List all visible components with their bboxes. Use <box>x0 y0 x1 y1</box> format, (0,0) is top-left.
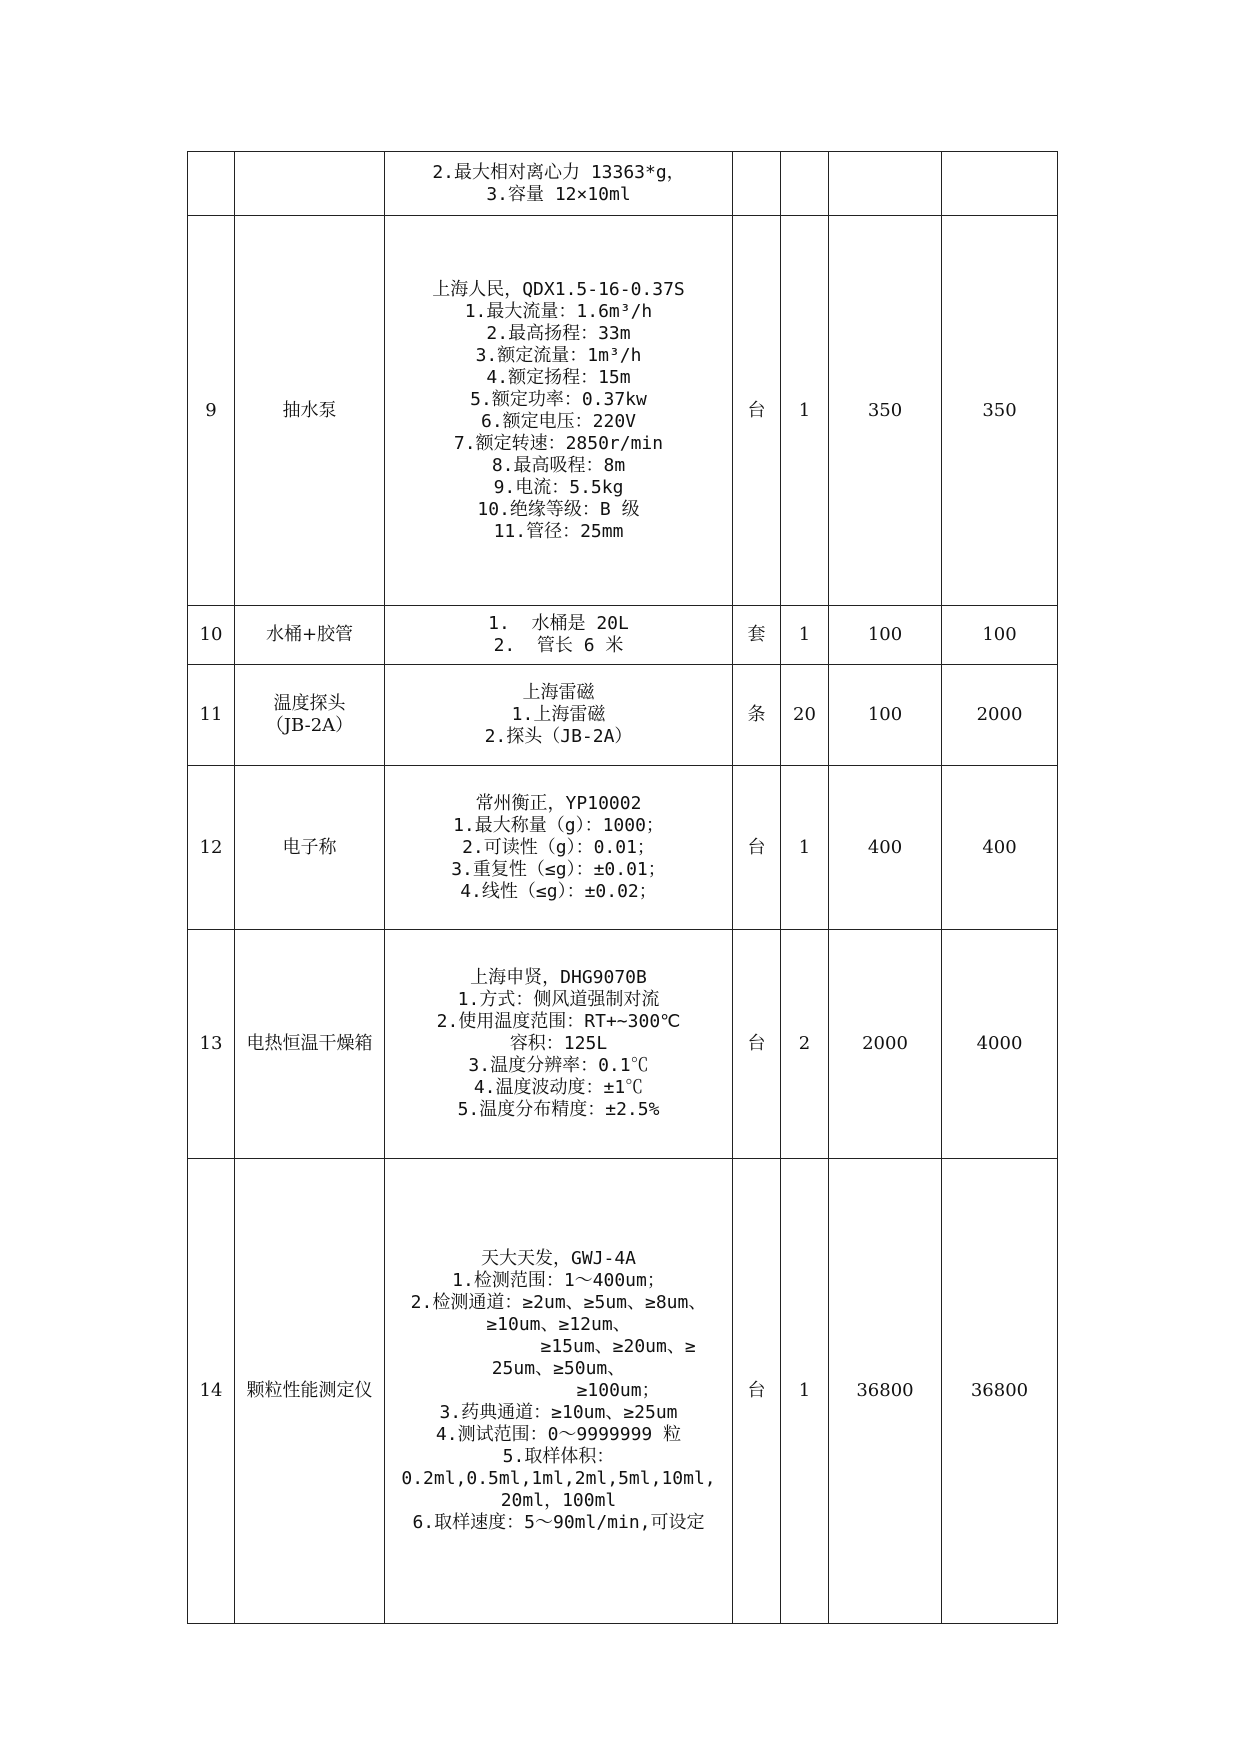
item-name <box>235 665 385 766</box>
spec-line: 3.药典通道：≥10um、≥25um <box>439 1402 678 1423</box>
spec-line: 5.额定功率：0.37kw <box>470 388 647 410</box>
spec-line: 1.方式：侧风道强制对流 <box>457 989 660 1010</box>
item-spec <box>385 152 733 216</box>
row-number: 14 <box>188 1159 235 1624</box>
row-number: 11 <box>188 665 235 766</box>
spec-line: 0.2ml,0.5ml,1ml,2ml,5ml,10ml, <box>401 1468 716 1489</box>
item-name <box>235 606 385 665</box>
table-row <box>188 152 1058 216</box>
row-number: 9 <box>188 216 235 606</box>
unit: 台 <box>733 216 781 606</box>
spec-line: 2.使用温度范围：RT+~300℃ <box>436 1011 681 1032</box>
row-number <box>188 152 235 216</box>
item-name <box>235 930 385 1159</box>
spec-line: 2.最高扬程：33m <box>486 322 631 344</box>
spec-line: 3.容量 12×10ml <box>486 183 631 205</box>
spec-line: 上海申贤，DHG9070B <box>470 967 647 988</box>
spec-line: 3.重复性（≤g）：±0.01； <box>451 858 666 880</box>
item-name <box>235 1159 385 1624</box>
row-number: 12 <box>188 766 235 930</box>
item-name-line: 电子称 <box>282 836 337 858</box>
spec-line: 3.温度分辨率：0.1℃ <box>468 1055 649 1076</box>
spec-line: 容积：125L <box>509 1033 608 1054</box>
total-price: 2000 <box>942 665 1058 766</box>
item-spec <box>385 1159 733 1624</box>
table-body <box>188 152 1058 1624</box>
spec-line: 常州衡正，YP10002 <box>475 792 642 814</box>
spec-line: 6.取样速度：5～90ml/min,可设定 <box>412 1512 705 1533</box>
spec-line: 7.额定转速：2850r/min <box>453 432 664 454</box>
item-name-line: 抽水泵 <box>282 399 337 421</box>
quantity: 1 <box>781 606 829 665</box>
unit-price: 100 <box>829 606 942 665</box>
row-number: 10 <box>188 606 235 665</box>
item-name-line: 电热恒温干燥箱 <box>246 1033 373 1054</box>
total-price: 4000 <box>942 930 1058 1159</box>
spec-line: 上海人民，QDX1.5-16-0.37S <box>432 278 685 300</box>
unit-price: 350 <box>829 216 942 606</box>
unit-price: 100 <box>829 665 942 766</box>
total-price: 100 <box>942 606 1058 665</box>
table-row <box>188 216 1058 606</box>
unit-price: 2000 <box>829 930 942 1159</box>
spec-line: 天大天发，GWJ-4A <box>480 1248 637 1269</box>
quantity <box>781 152 829 216</box>
spec-line: 2. 管长 6 米 <box>493 635 624 656</box>
table-row <box>188 930 1058 1159</box>
unit <box>733 152 781 216</box>
table-row <box>188 766 1058 930</box>
unit-price: 400 <box>829 766 942 930</box>
row-number: 13 <box>188 930 235 1159</box>
unit-price <box>829 152 942 216</box>
unit: 套 <box>733 606 781 665</box>
spec-line: 5.取样体积： <box>502 1446 615 1467</box>
spec-line: 25um、≥50um、 <box>491 1358 626 1379</box>
spec-line: 4.线性（≤g）：±0.02； <box>460 880 657 902</box>
spec-line: 4.测试范围：0～9999999 粒 <box>435 1424 682 1445</box>
item-name <box>235 152 385 216</box>
spec-line: 上海雷磁 <box>522 682 595 703</box>
quantity: 2 <box>781 930 829 1159</box>
spec-line: ≥100um； <box>457 1380 660 1401</box>
spec-line: 1. 水桶是 20L <box>488 613 629 634</box>
item-name-line: 水桶+胶管 <box>265 624 354 645</box>
spec-line: 8.最高吸程：8m <box>491 454 626 476</box>
unit: 台 <box>733 1159 781 1624</box>
spec-line: 1.上海雷磁 <box>511 704 606 725</box>
spec-line: 2.检测通道：≥2um、≥5um、≥8um、 <box>410 1292 707 1313</box>
spec-line: 2.探头（JB-2A） <box>484 726 633 747</box>
item-spec <box>385 606 733 665</box>
item-name-line: （JB-2A） <box>265 715 354 736</box>
table-row <box>188 665 1058 766</box>
item-spec <box>385 930 733 1159</box>
quantity: 1 <box>781 766 829 930</box>
total-price <box>942 152 1058 216</box>
spec-line: 1.最大流量：1.6m³/h <box>464 300 653 322</box>
spec-line: 10.绝缘等级：B 级 <box>477 498 640 520</box>
spec-line: 1.最大称量（g）：1000； <box>453 814 664 836</box>
spec-line: 1.检测范围：1～400um； <box>452 1270 665 1291</box>
spec-line: ≥10um、≥12um、 <box>486 1314 631 1335</box>
item-name <box>235 766 385 930</box>
quantity: 20 <box>781 665 829 766</box>
spec-line: 2.最大相对离心力 13363*g， <box>432 161 685 183</box>
spec-line: 6.额定电压：220V <box>480 410 637 432</box>
total-price: 400 <box>942 766 1058 930</box>
quantity: 1 <box>781 216 829 606</box>
spec-line: 11.管径：25mm <box>493 520 624 542</box>
item-spec <box>385 216 733 606</box>
total-price: 36800 <box>942 1159 1058 1624</box>
quantity: 1 <box>781 1159 829 1624</box>
table-row <box>188 606 1058 665</box>
spec-line: ≥15um、≥20um、≥ <box>421 1336 696 1357</box>
unit: 台 <box>733 930 781 1159</box>
item-spec <box>385 665 733 766</box>
spec-line: 4.额定扬程：15m <box>486 366 631 388</box>
unit: 台 <box>733 766 781 930</box>
item-name-line: 颗粒性能测定仪 <box>246 1380 373 1401</box>
item-spec <box>385 766 733 930</box>
spec-line: 4.温度波动度：±1℃ <box>473 1077 644 1098</box>
item-name-line: 温度探头 <box>273 693 346 714</box>
spec-line: 2.可读性（g）：0.01； <box>462 836 655 858</box>
item-name <box>235 216 385 606</box>
spec-line: 5.温度分布精度：±2.5% <box>457 1099 660 1120</box>
spec-line: 3.额定流量：1m³/h <box>475 344 642 366</box>
total-price: 350 <box>942 216 1058 606</box>
unit: 条 <box>733 665 781 766</box>
equipment-spec-table <box>187 151 1058 1624</box>
table-row <box>188 1159 1058 1624</box>
spec-line: 9.电流：5.5kg <box>493 476 624 498</box>
unit-price: 36800 <box>829 1159 942 1624</box>
spec-line: 20ml，100ml <box>500 1490 617 1511</box>
